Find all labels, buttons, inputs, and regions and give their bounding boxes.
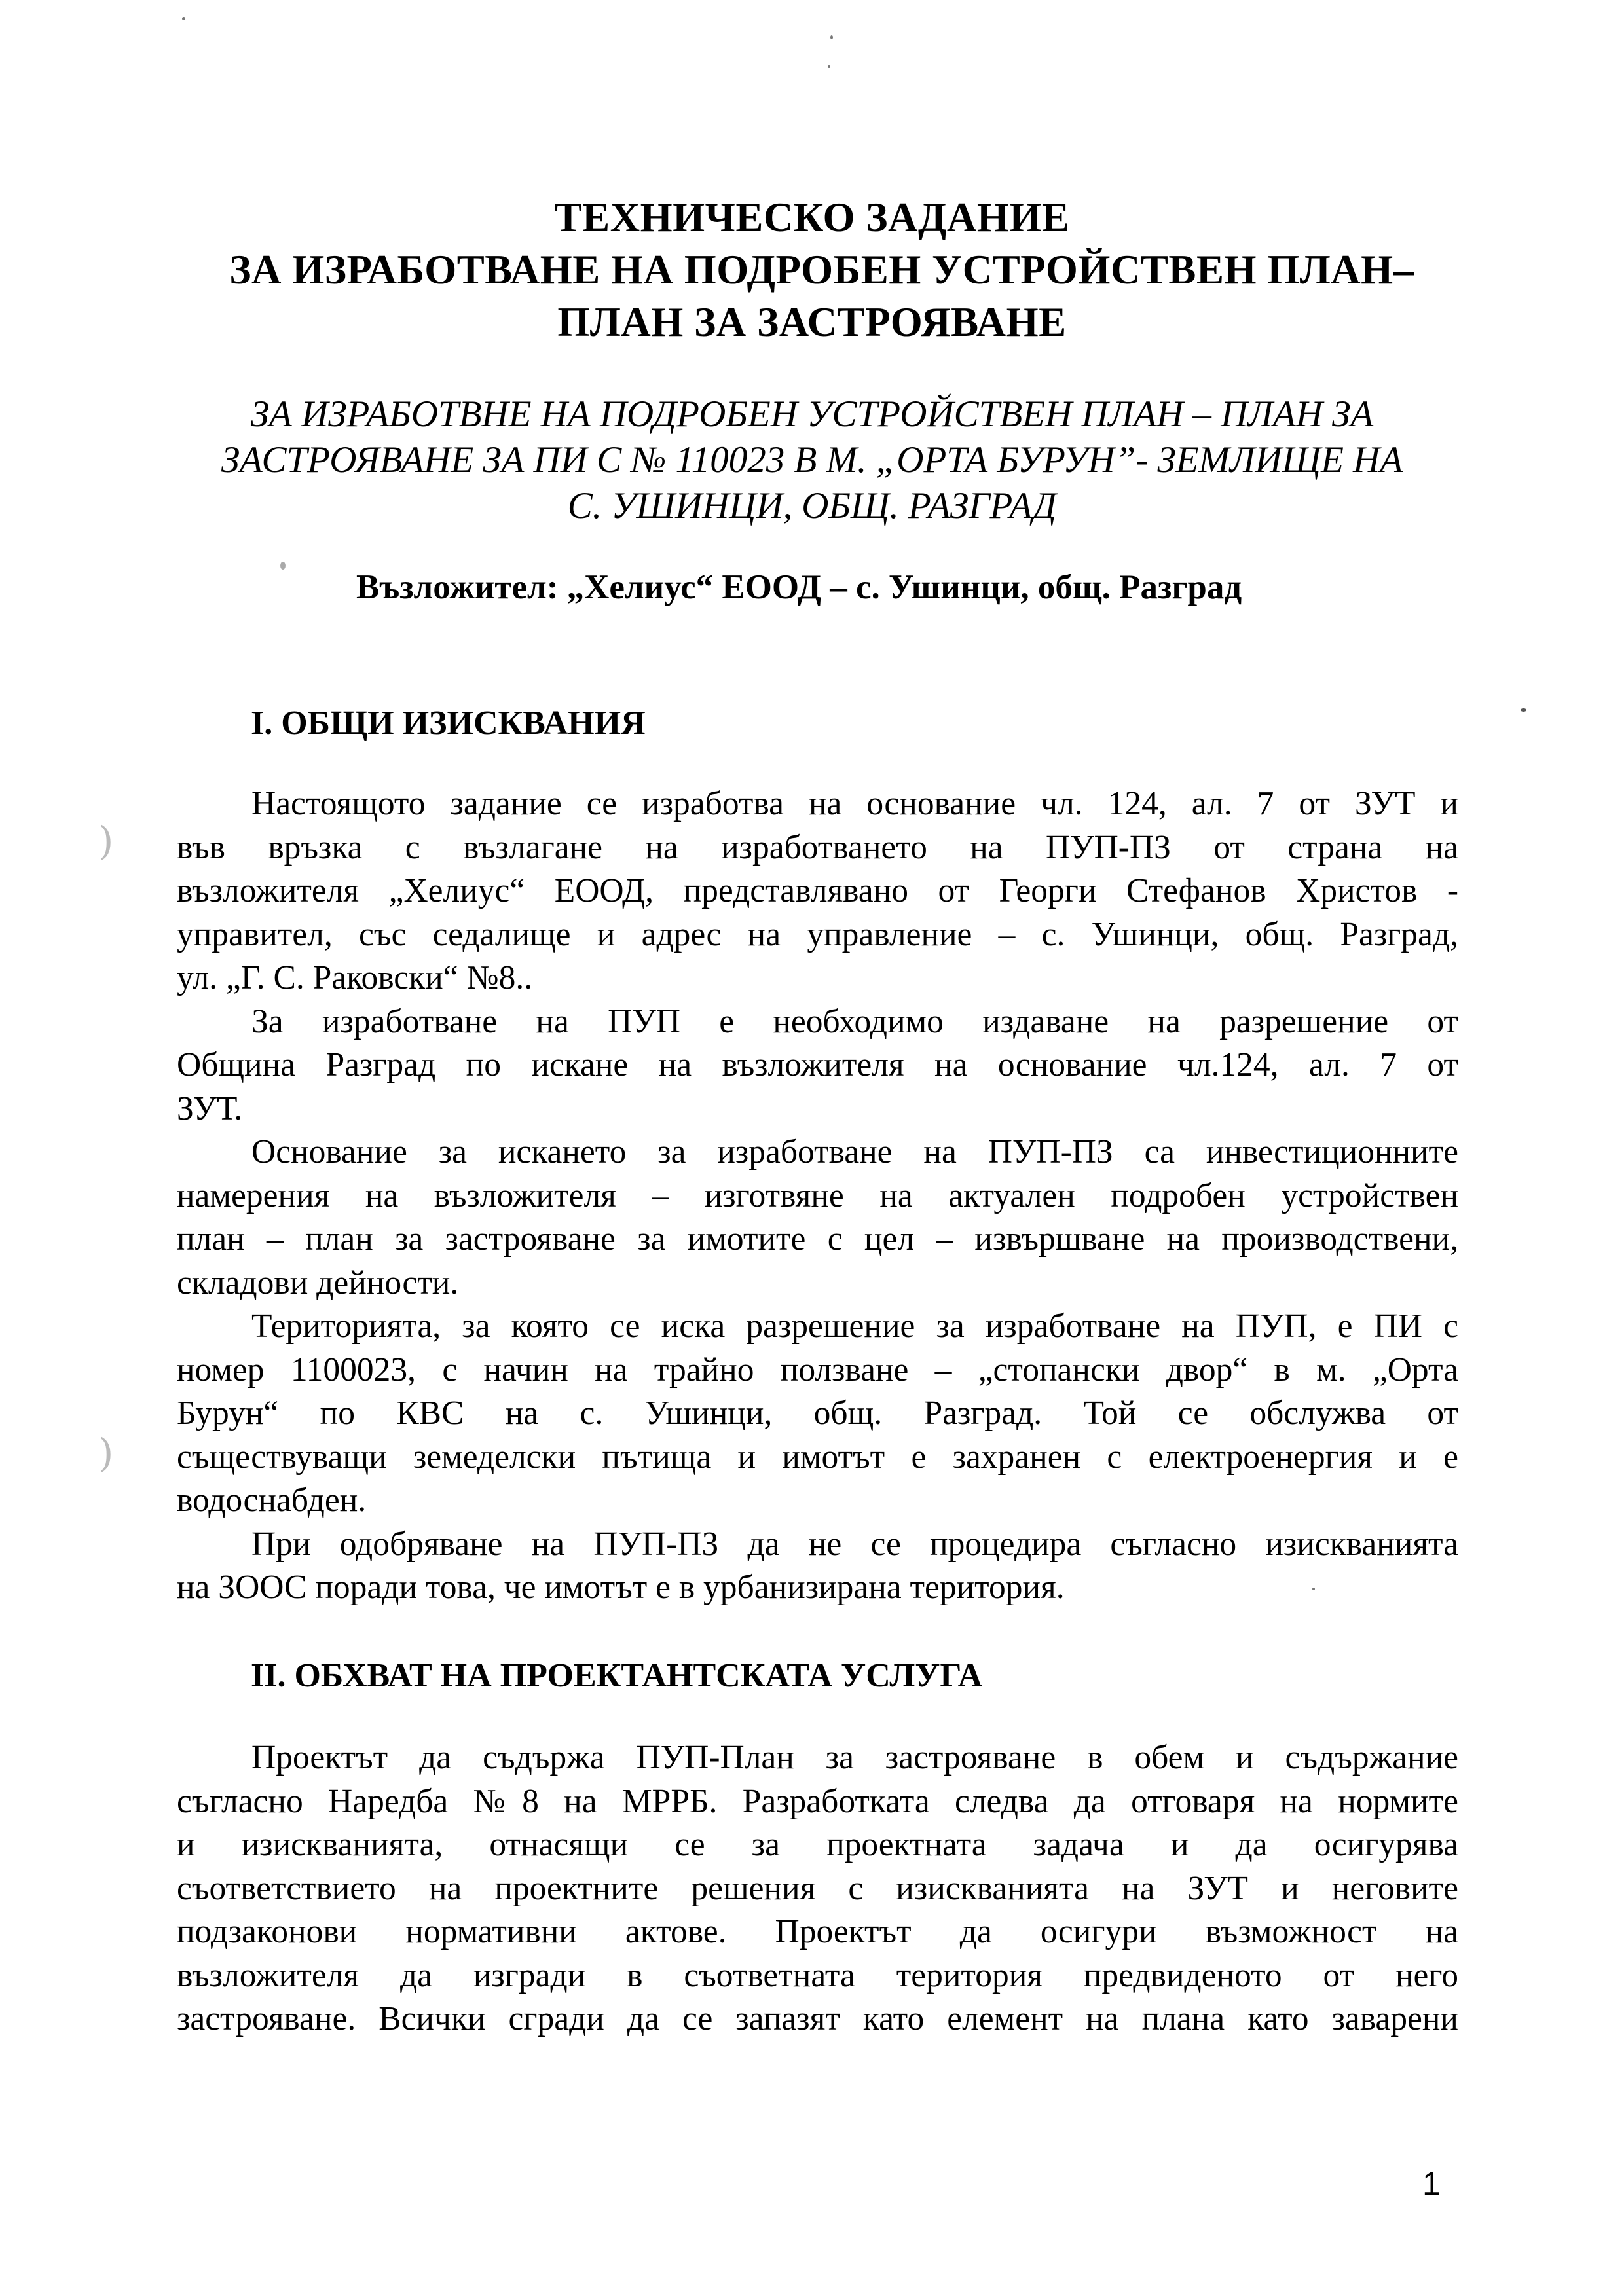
text-line: Бурун“ по КВС на с. Ушинци, общ. Разград. Той се обслужва от: [177, 1394, 1458, 1432]
paragraph: [177, 1131, 1458, 1305]
subtitle-line-3: С. УШИНЦИ, ОБЩ. РАЗГРАД: [567, 485, 1057, 526]
text-line: във връзка с възлагане на изработването на ПУП-ПЗ от страна на: [177, 828, 1458, 866]
scan-speck: [830, 35, 833, 39]
text-line: съгласно Наредба №8 на МРРБ. Разработката следва да отговаря на нормите: [177, 1782, 1458, 1820]
paragraph: [177, 1736, 1458, 2041]
subtitle-line-1: ЗА ИЗРАБОТВНЕ НА ПОДРОБЕН УСТРОЙСТВЕН ПЛАН – ПЛАН ЗА: [250, 393, 1374, 435]
section-heading-service-scope: II. ОБХВАТ НА ПРОЕКТАНТСКАТА УСЛУГА: [251, 1657, 983, 1694]
text-line: складови дейности.: [177, 1264, 459, 1302]
text-line: ЗУТ.: [177, 1089, 243, 1127]
text-line: намерения на възложителя – изготвяне на актуален подробен устройствен: [177, 1176, 1458, 1214]
paragraph: [177, 1305, 1458, 1523]
text-line: Основание за искането за изработване на ПУП-ПЗ са инвестиционните: [251, 1133, 1458, 1171]
text-line: ул. „Г. С. Раковски“ №8..: [177, 959, 533, 996]
text-line: възложителя да изгради в съответната територия предвиденото от него: [177, 1956, 1458, 1994]
text-line: Територията, за която се иска разрешение за изработване на ПУП, е ПИ с: [251, 1307, 1458, 1345]
text-line: подзаконови нормативни актове. Проектът да осигури възможност на: [177, 1913, 1458, 1950]
text-line: план – план за застрояване за имотите с цел – извършване на производствени,: [177, 1220, 1458, 1258]
text-line: и изискванията, отнасящи се за проектната задача и да осигурява: [177, 1826, 1458, 1863]
assignor-line: Възложител: „Хелиус“ ЕООД – с. Ушинци, общ. Разград: [356, 568, 1242, 606]
page-number: 1: [1422, 2165, 1441, 2202]
scan-speck: [280, 562, 286, 570]
section-1-body: [177, 782, 1458, 1610]
text-line: Община Разград по искане на възложителя на основание чл.124, ал. 7 от: [177, 1046, 1458, 1084]
scan-hole-mark: ): [98, 1430, 114, 1476]
text-line: Настоящото задание се изработва на основание чл. 124, ал. 7 от ЗУТ и: [251, 785, 1458, 822]
text-line: възложителя „Хелиус“ ЕООД, представлявано от Георги Стефанов Христов -: [177, 872, 1458, 909]
text-line: Проектът да съдържа ПУП-План за застрояване в обем и съдържание: [251, 1739, 1458, 1776]
title-line-1: ТЕХНИЧЕСКО ЗАДАНИЕ: [554, 194, 1070, 240]
paragraph: [177, 782, 1458, 1000]
text-line: на ЗООС поради това, че имотът е в урбанизирана територия.: [177, 1569, 1065, 1606]
text-line: При одобряване на ПУП-ПЗ да не се процедира съгласно изискванията: [251, 1525, 1458, 1563]
scan-speck: [182, 17, 185, 20]
text-line: За изработване на ПУП е необходимо издаване на разрешение от: [251, 1002, 1458, 1040]
text-line: номер 1100023, с начин на трайно ползване – „стопански двор“ в м. „Орта: [177, 1351, 1458, 1389]
paragraph: [177, 1523, 1458, 1610]
subtitle-line-2: ЗАСТРОЯВАНЕ ЗА ПИ С № 110023 В М. „ОРТА БУРУН”- ЗЕМЛИЩЕ НА: [221, 439, 1403, 481]
text-line: застрояване. Всички сгради да се запазят като елемент на плана като заварени: [177, 2000, 1458, 2037]
title-line-2: ЗА ИЗРАБОТВАНЕ НА ПОДРОБЕН УСТРОЙСТВЕН ПЛАН–: [229, 247, 1414, 293]
text-line: съответствието на проектните решения с изискванията на ЗУТ и неговите: [177, 1869, 1458, 1907]
scan-speck: [828, 65, 830, 68]
title-line-3: ПЛАН ЗА ЗАСТРОЯВАНЕ: [557, 299, 1067, 345]
section-2-body: [177, 1736, 1458, 2041]
text-line: управител, със седалище и адрес на управление – с. Ушинци, общ. Разград,: [177, 915, 1458, 953]
document-subtitle: [0, 392, 1624, 529]
scan-hole-mark: ): [98, 818, 114, 864]
document-title: [0, 191, 1624, 348]
text-line: водоснабден.: [177, 1482, 367, 1519]
text-line: съществуващи земеделски пътища и имотът е захранен с електроенергия и е: [177, 1438, 1458, 1476]
scan-speck: [1521, 708, 1526, 712]
section-heading-general-requirements: I. ОБЩИ ИЗИСКВАНИЯ: [251, 704, 646, 742]
paragraph: [177, 1000, 1458, 1131]
